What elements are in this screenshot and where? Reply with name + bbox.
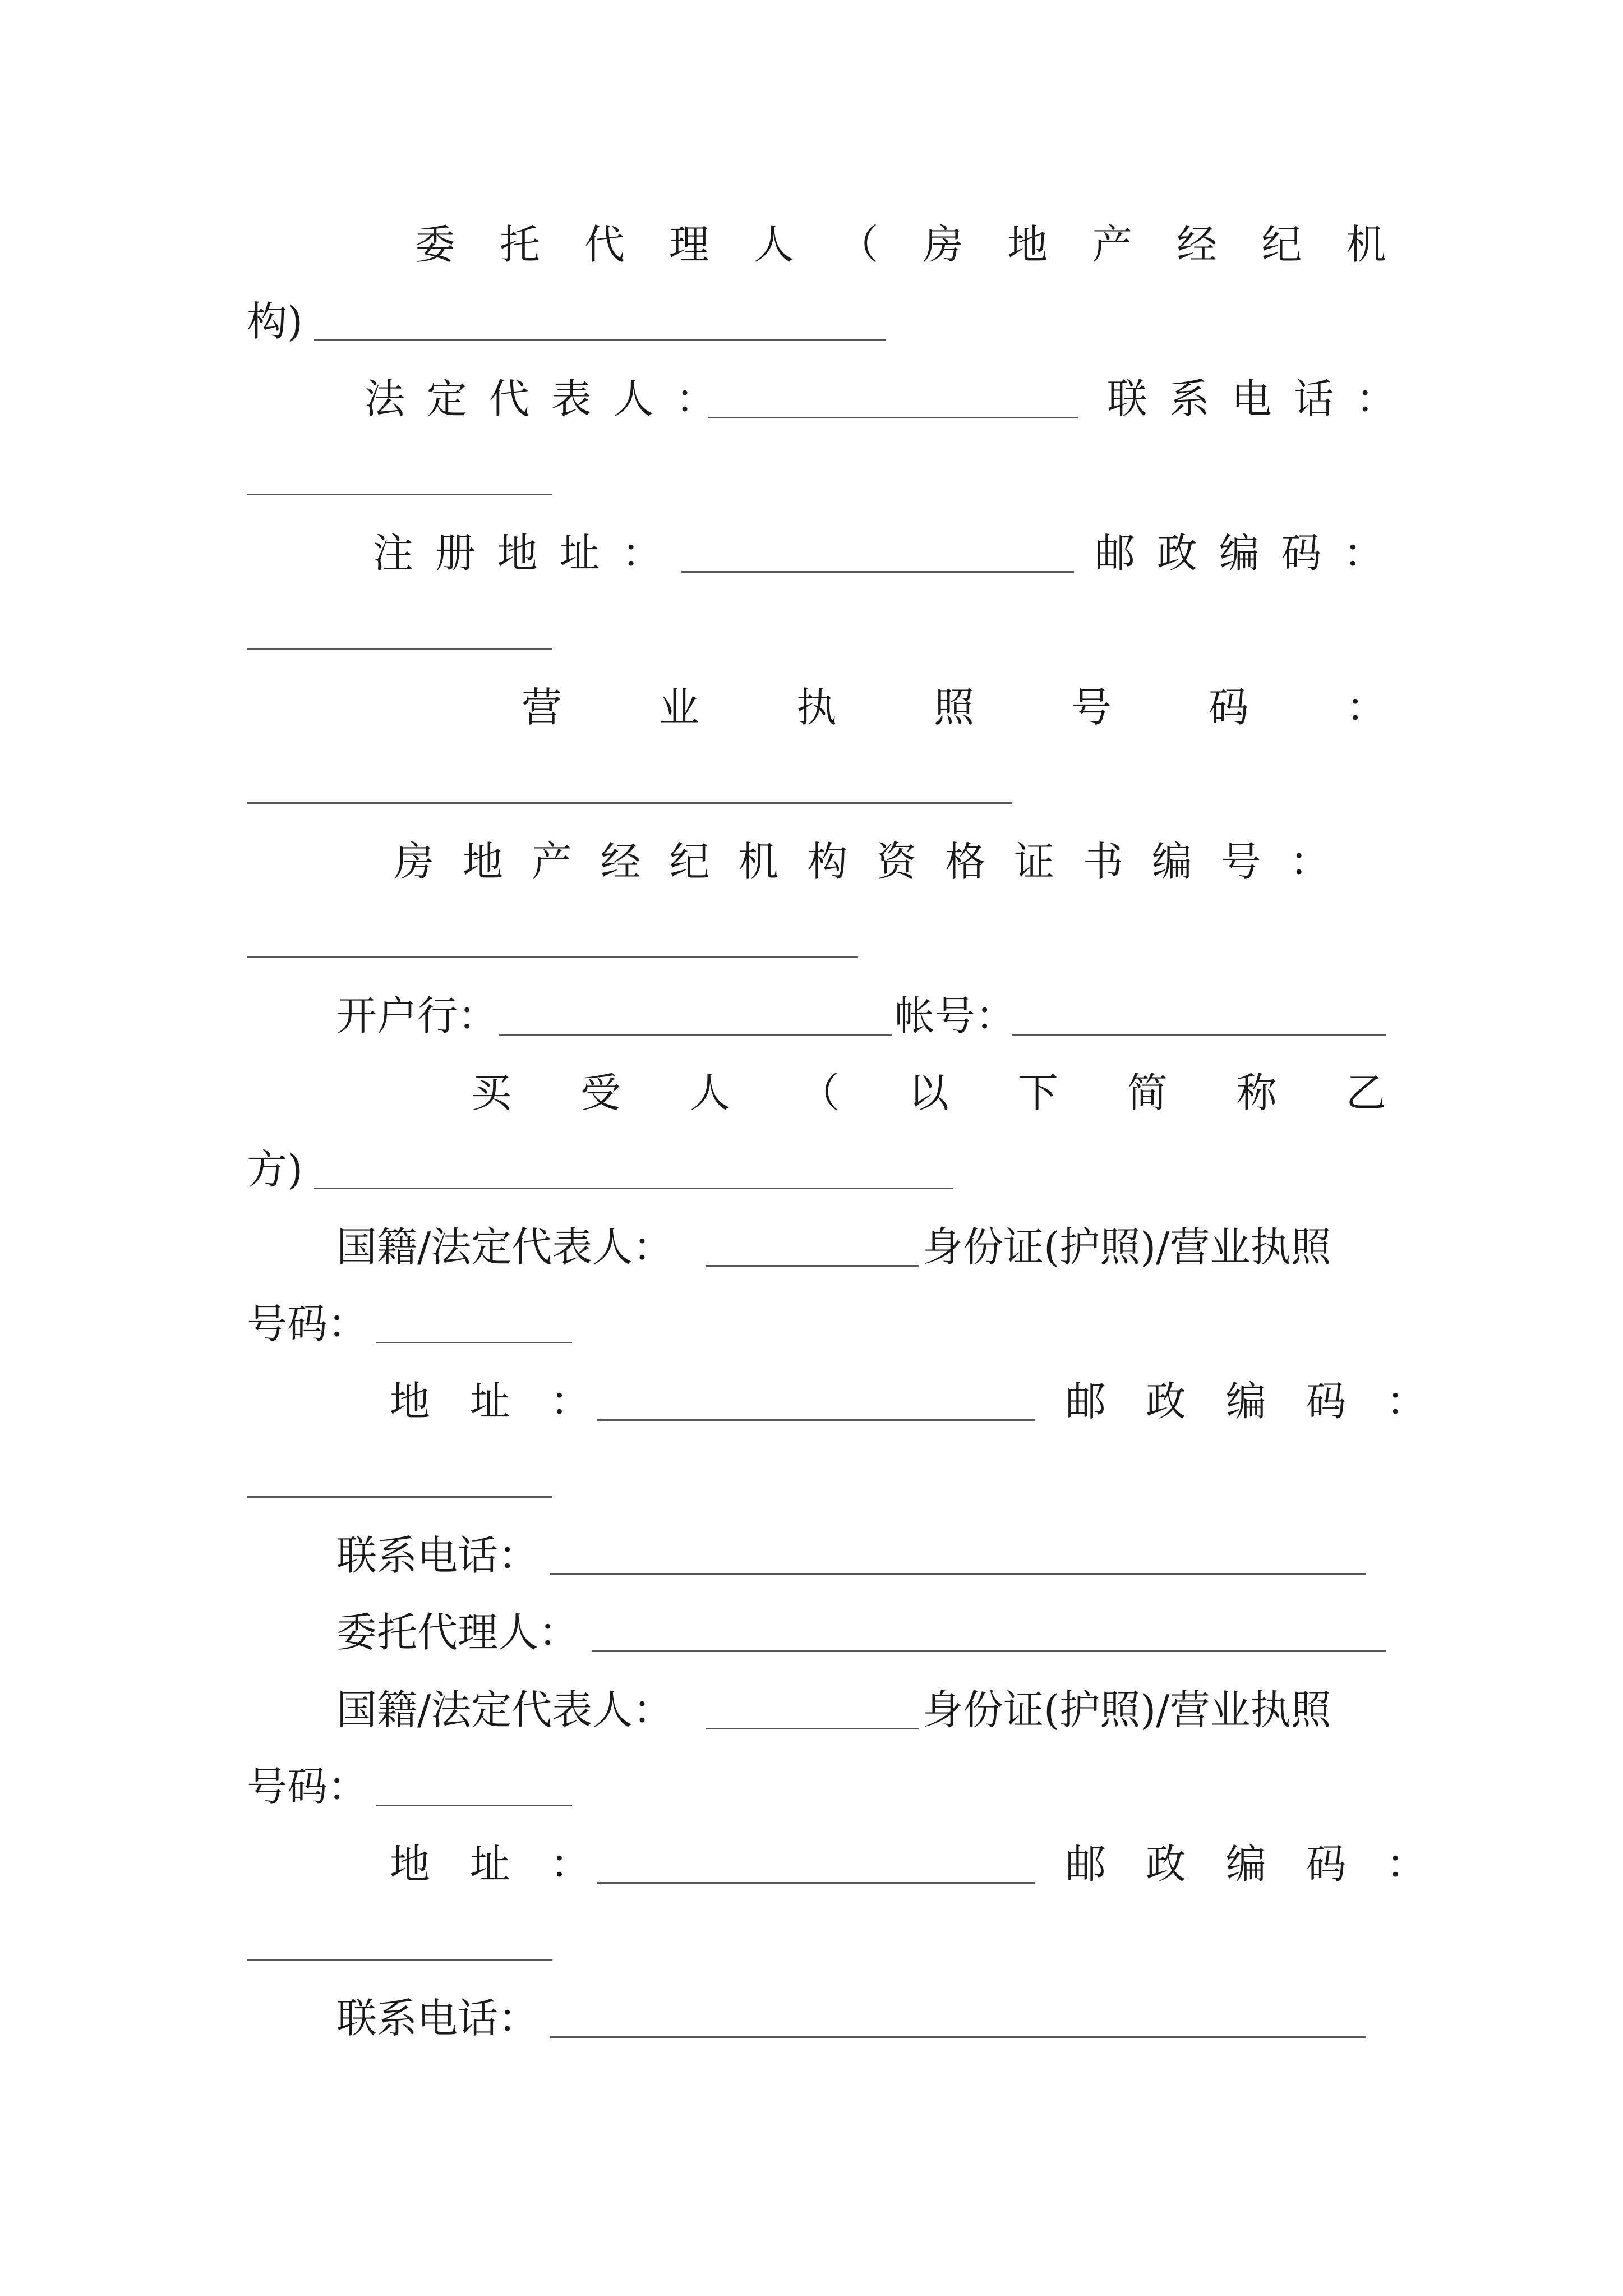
buyer-label-char: 买 (471, 1069, 512, 1116)
license-label-chars (522, 669, 1386, 746)
buyer-address-label: 地 址 ： (390, 1378, 604, 1425)
buyer-agent-field[interactable] (592, 1650, 1386, 1652)
agent-label-char: 地 (1007, 221, 1048, 268)
agent-label-char: 代 (584, 221, 625, 268)
reg-address-line (247, 515, 1389, 592)
buyer-postcode-label: 邮 政 编 码 ： (1066, 1378, 1440, 1425)
buyer-label-char: 乙 (1345, 1069, 1386, 1116)
license-label-char: 照 (933, 684, 974, 731)
buyer-nationality-field[interactable] (706, 1265, 919, 1267)
agent-id-label: 身份证(护照)/营业执照 (923, 1686, 1331, 1733)
agent-phone-field-2[interactable] (550, 2036, 1366, 2038)
agent-label-char: 纪 (1261, 221, 1302, 268)
buyer-phone-label: 联系电话： (336, 1532, 539, 1579)
bank-line (247, 978, 1386, 1055)
agent-name-field[interactable] (314, 339, 886, 341)
agent-postcode-line-2 (247, 1903, 1386, 1980)
buyer-nationality-line (247, 1209, 1386, 1286)
license-label-char: 码 (1208, 684, 1249, 731)
buyer-nationality-label: 国籍/法定代表人： (336, 1223, 674, 1271)
agent-nationality-label: 国籍/法定代表人： (336, 1686, 674, 1733)
buyer-agent-label: 委托代理人： (336, 1609, 579, 1656)
cert-label: 房 地 产 经 纪 机 构 资 格 证 书 编 号 ： (394, 838, 1338, 885)
legal-rep-label: 法 定 代 表 人 ： (365, 375, 721, 422)
agent-postcode-field[interactable] (247, 648, 552, 650)
buyer-address-line (247, 1363, 1440, 1440)
buyer-label-char: 受 (580, 1069, 621, 1116)
buyer-label-char: 下 (1017, 1069, 1058, 1116)
agent-address-line (247, 1826, 1440, 1903)
license-label-char: 业 (658, 684, 699, 731)
buyer-address-field[interactable] (597, 1419, 1035, 1421)
agent-postcode-label: 邮 政 编 码 ： (1095, 530, 1389, 577)
agent-name-line (247, 283, 1386, 360)
agent-id-number-label: 号码： (247, 1763, 368, 1810)
buyer-id-label: 身份证(护照)/营业执照 (923, 1223, 1331, 1271)
buyer-id-number-field[interactable] (376, 1342, 572, 1343)
agent-label-char: （ (838, 221, 879, 268)
agent-label-line (247, 206, 1386, 283)
buyer-agent-line (247, 1594, 1386, 1671)
agent-id-number-field[interactable] (376, 1805, 572, 1806)
account-field[interactable] (1012, 1034, 1386, 1036)
buyer-label-char: 以 (908, 1069, 949, 1116)
agent-phone-line (247, 438, 1386, 514)
buyer-label-end: 方) (247, 1146, 303, 1193)
buyer-label-line (247, 1055, 1386, 1131)
agent-phone-line-2 (247, 1980, 1386, 2057)
agent-label-end: 构) (247, 298, 303, 345)
bank-label: 开户行： (336, 992, 499, 1039)
agent-id-number-line (247, 1749, 1386, 1825)
buyer-id-number-label: 号码： (247, 1300, 368, 1347)
license-label-char: 营 (522, 684, 562, 731)
agent-postcode-label-2: 邮 政 编 码 ： (1066, 1841, 1440, 1888)
buyer-phone-line (247, 1517, 1386, 1594)
agent-address-field[interactable] (597, 1882, 1035, 1884)
buyer-label-char: （ (799, 1069, 840, 1116)
license-number-field[interactable] (247, 802, 1012, 804)
account-label: 帐号： (895, 992, 1016, 1039)
agent-postcode-line (247, 592, 1386, 669)
reg-address-field[interactable] (681, 571, 1074, 573)
buyer-phone-field[interactable] (550, 1573, 1366, 1575)
agent-postcode-field-2[interactable] (247, 1959, 552, 1961)
license-label-char: 执 (796, 684, 837, 731)
reg-address-label: 注 册 地 址 ： (373, 530, 667, 577)
cert-number-line (247, 900, 1386, 977)
cert-number-field[interactable] (247, 956, 858, 958)
legal-rep-field[interactable] (708, 417, 1078, 418)
agent-label-chars (415, 206, 1386, 283)
legal-rep-line (247, 361, 1401, 438)
agent-phone-label-2: 联系电话： (336, 1995, 539, 2042)
agent-label-char: 托 (499, 221, 540, 268)
license-label-char: ： (1345, 684, 1386, 731)
buyer-name-line (247, 1131, 1386, 1208)
agent-phone-field[interactable] (247, 494, 552, 495)
license-line (247, 669, 1386, 746)
agent-label-char: 经 (1177, 221, 1218, 268)
buyer-label-char: 称 (1236, 1069, 1277, 1116)
agent-label-char: 房 (923, 221, 963, 268)
agent-label-char: 产 (1092, 221, 1133, 268)
buyer-label-char: 简 (1127, 1069, 1168, 1116)
buyer-postcode-line (247, 1440, 1386, 1517)
agent-label-char: 理 (668, 221, 709, 268)
cert-line (247, 823, 1386, 900)
agent-address-label: 地 址 ： (390, 1841, 604, 1888)
buyer-label-char: 人 (689, 1069, 730, 1116)
agent-label-char: 委 (415, 221, 456, 268)
buyer-id-number-line (247, 1286, 1386, 1363)
buyer-label-chars (471, 1055, 1386, 1131)
license-number-line (247, 746, 1386, 823)
bank-field[interactable] (499, 1034, 892, 1036)
buyer-postcode-field[interactable] (247, 1496, 552, 1498)
agent-label-char: 人 (753, 221, 794, 268)
agent-nationality-line (247, 1672, 1386, 1749)
agent-nationality-field[interactable] (706, 1728, 919, 1729)
agent-phone-label: 联 系 电 话 ： (1107, 375, 1401, 422)
license-label-char: 号 (1071, 684, 1112, 731)
agent-label-char: 机 (1345, 221, 1386, 268)
buyer-name-field[interactable] (314, 1188, 953, 1189)
